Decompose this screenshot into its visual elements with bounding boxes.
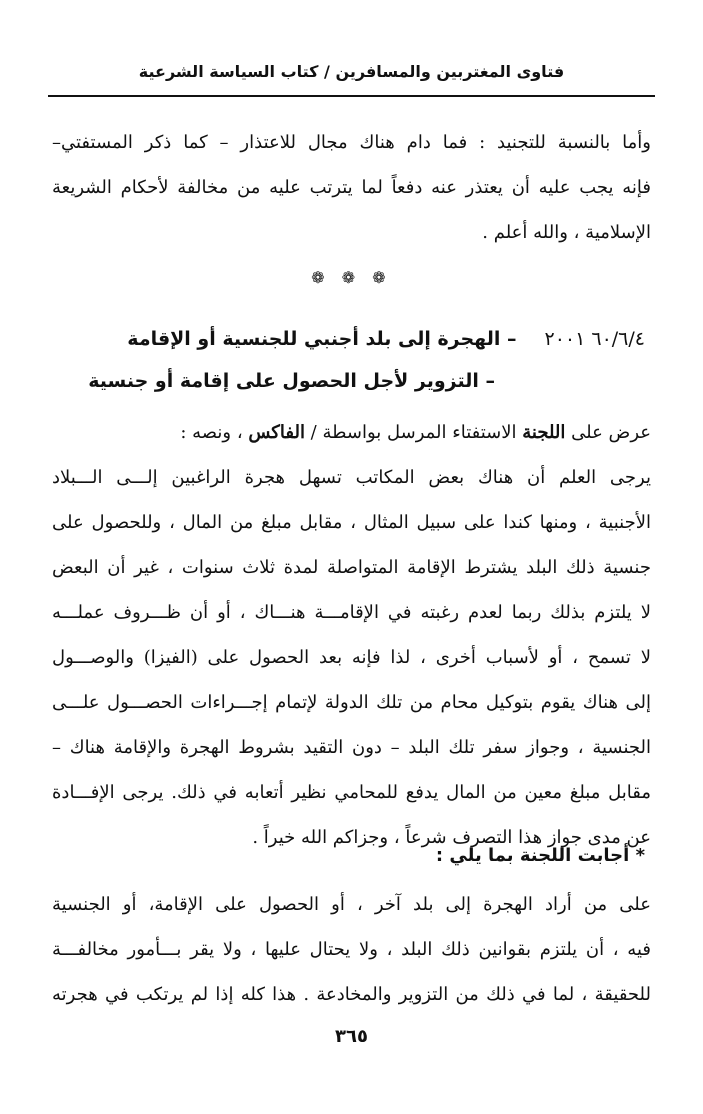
question-line: الجنسية ، وجواز سفر تلك البلد – دون التقيد بشروط الهجرة والإقامة هناك – (52, 737, 651, 758)
question-line: مقابل مبلغ معين من المال يدفع للمحامي نظير أتعابه في ذلك. يرجى الإفـــادة (52, 782, 651, 803)
question-line: لا يلتزم بذلك ربما لعدم رغبته في الإقامـــة هنـــاك ، أو أن ظـــروف عملـــه (52, 602, 651, 623)
section-separator: ❁ ❁ ❁ (311, 268, 392, 287)
question-line: إلى هناك يقوم بتوكيل محام من تلك الدولة لإتمام إجـــراءات الحصـــول علـــى (52, 692, 651, 713)
question-intro-before: عرض على (565, 422, 651, 443)
fatwa-title-2: – التزوير لأجل الحصول على إقامة أو جنسية (88, 370, 495, 392)
question-paragraph (52, 410, 651, 860)
answer-heading: * أجابت اللجنة بما يلي : (435, 845, 645, 866)
answer-paragraph (52, 882, 651, 1017)
question-line: جنسية ذلك البلد يشترط الإقامة المتواصلة لمدة ثلاث سنوات ، غير أن البعض (52, 557, 651, 578)
header-rule (48, 95, 655, 97)
question-intro-middle: الاستفتاء المرسل بواسطة / (304, 422, 523, 443)
question-line: الأجنبية ، ومنها كندا على سبيل المثال ، مقابل مبلغ من المال ، وللحصول على (52, 512, 651, 533)
committee-label: اللجنة (522, 422, 566, 443)
question-intro-after: ، ونصه : (180, 422, 249, 443)
intro-line: فإنه يجب عليه أن يعتذر عنه دفعاً لما يترتب عليه من مخالفة لأحكام الشريعة (52, 177, 651, 198)
fatwa-heading (88, 318, 645, 402)
answer-line: فيه ، أن يلتزم بقوانين ذلك البلد ، ولا يحتال عليها ، ولا يقر بـــأمور مخالفـــة (52, 939, 651, 960)
intro-paragraph (52, 120, 651, 255)
question-line: عن مدى جواز هذا التصرف شرعاً ، وجزاكم الله خيراً . (252, 827, 651, 848)
answer-line: على من أراد الهجرة إلى بلد آخر ، أو الحصول على الإقامة، أو الجنسية (52, 894, 651, 915)
page-number: ٣٦٥ (335, 1026, 368, 1047)
fatwa-number-date: ٦٠/٦/٤ ٢٠٠١ (544, 328, 645, 350)
answer-line: للحقيقة ، لما في ذلك من التزوير والمخادعة . هذا كله إذا لم يرتكب في هجرته (52, 984, 651, 1005)
question-line: يرجى العلم أن هناك بعض المكاتب تسهل هجرة الراغبين إلـــى الـــبلاد (52, 467, 651, 488)
question-intro-line (52, 410, 651, 455)
intro-line: الإسلامية ، والله أعلم . (482, 222, 651, 243)
running-header: فتاوى المغتربين والمسافرين / كتاب السياسة الشرعية (138, 62, 565, 81)
question-line: لا تسمح ، أو لأسباب أخرى ، لذا فإنه بعد الحصول على (الفيزا) والوصـــول (52, 647, 651, 668)
fax-label: الفاكس (248, 422, 305, 443)
fatwa-title-1: – الهجرة إلى بلد أجنبي للجنسية أو الإقامة (127, 328, 517, 350)
intro-line: وأما بالنسبة للتجنيد : فما دام هناك مجال للاعتذار – كما ذكر المستفتي– (52, 132, 651, 153)
